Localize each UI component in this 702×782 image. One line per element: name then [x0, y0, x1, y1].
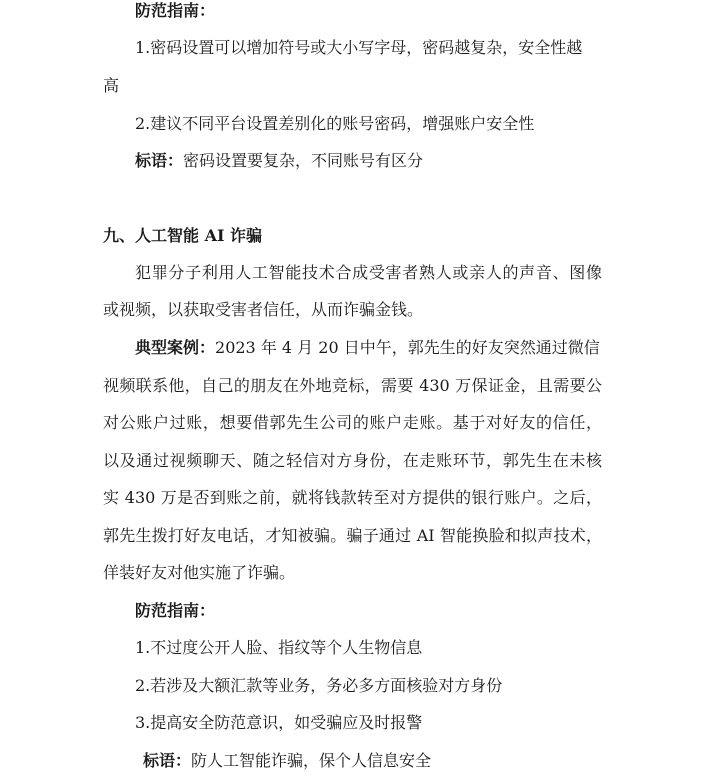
guide-heading-ai: 防范指南：	[135, 601, 216, 620]
tip-ai-2: 2.若涉及大额汇款等业务，务必多方面核验对方身份	[135, 676, 503, 695]
case-line-5: 实 430 万是否到账之前，就将钱款转至对方提供的银行账户。之后，	[103, 488, 602, 507]
slogan-ai	[0, 750, 702, 772]
intro-line-2: 或视频，以获取受害者信任，从而诈骗金钱。	[103, 300, 424, 319]
tip-password-1: 1.密码设置可以增加符号或大小写字母，密码越复杂，安全性越	[135, 38, 583, 57]
intro-line-1: 犯罪分子利用人工智能技术合成受害者熟人或亲人的声音、图像	[135, 263, 602, 282]
case-line-1	[0, 337, 702, 359]
tip-ai-1: 1.不过度公开人脸、指纹等个人生物信息	[135, 638, 423, 657]
case-line-4: 以及通过视频聊天、随之轻信对方身份，在走账环节，郭先生在未核	[103, 451, 602, 470]
tip-password-2: 2.建议不同平台设置差别化的账号密码，增强账户安全性	[135, 114, 535, 133]
tip-ai-3: 3.提高安全防范意识，如受骗应及时报警	[135, 713, 423, 732]
case-line-3: 对公账户过账，想要借郭先生公司的账户走账。基于对好友的信任，	[103, 413, 602, 432]
section-title-ai-fraud: 九、人工智能 AI 诈骗	[103, 226, 263, 245]
guide-heading-password: 防范指南：	[135, 1, 216, 20]
tip-password-1-continued: 高	[103, 76, 120, 95]
case-label: 典型案例：	[135, 338, 216, 357]
slogan-label: 标语：	[135, 151, 184, 170]
slogan-text: 密码设置要复杂，不同账号有区分	[183, 151, 424, 170]
case-text-start: 2023 年 4 月 20 日中午，郭先生的好友突然通过微信	[215, 338, 600, 357]
case-line-2: 视频联系他，自己的朋友在外地竞标，需要 430 万保证金，且需要公	[103, 376, 602, 395]
slogan-ai-label: 标语：	[143, 751, 192, 770]
case-line-6: 郭先生拨打好友电话，才知被骗。骗子通过 AI 智能换脸和拟声技术，	[103, 526, 602, 545]
slogan-ai-text: 防人工智能诈骗，保个人信息安全	[191, 751, 432, 770]
case-line-7: 佯装好友对他实施了诈骗。	[103, 563, 296, 582]
slogan-password	[0, 150, 702, 172]
